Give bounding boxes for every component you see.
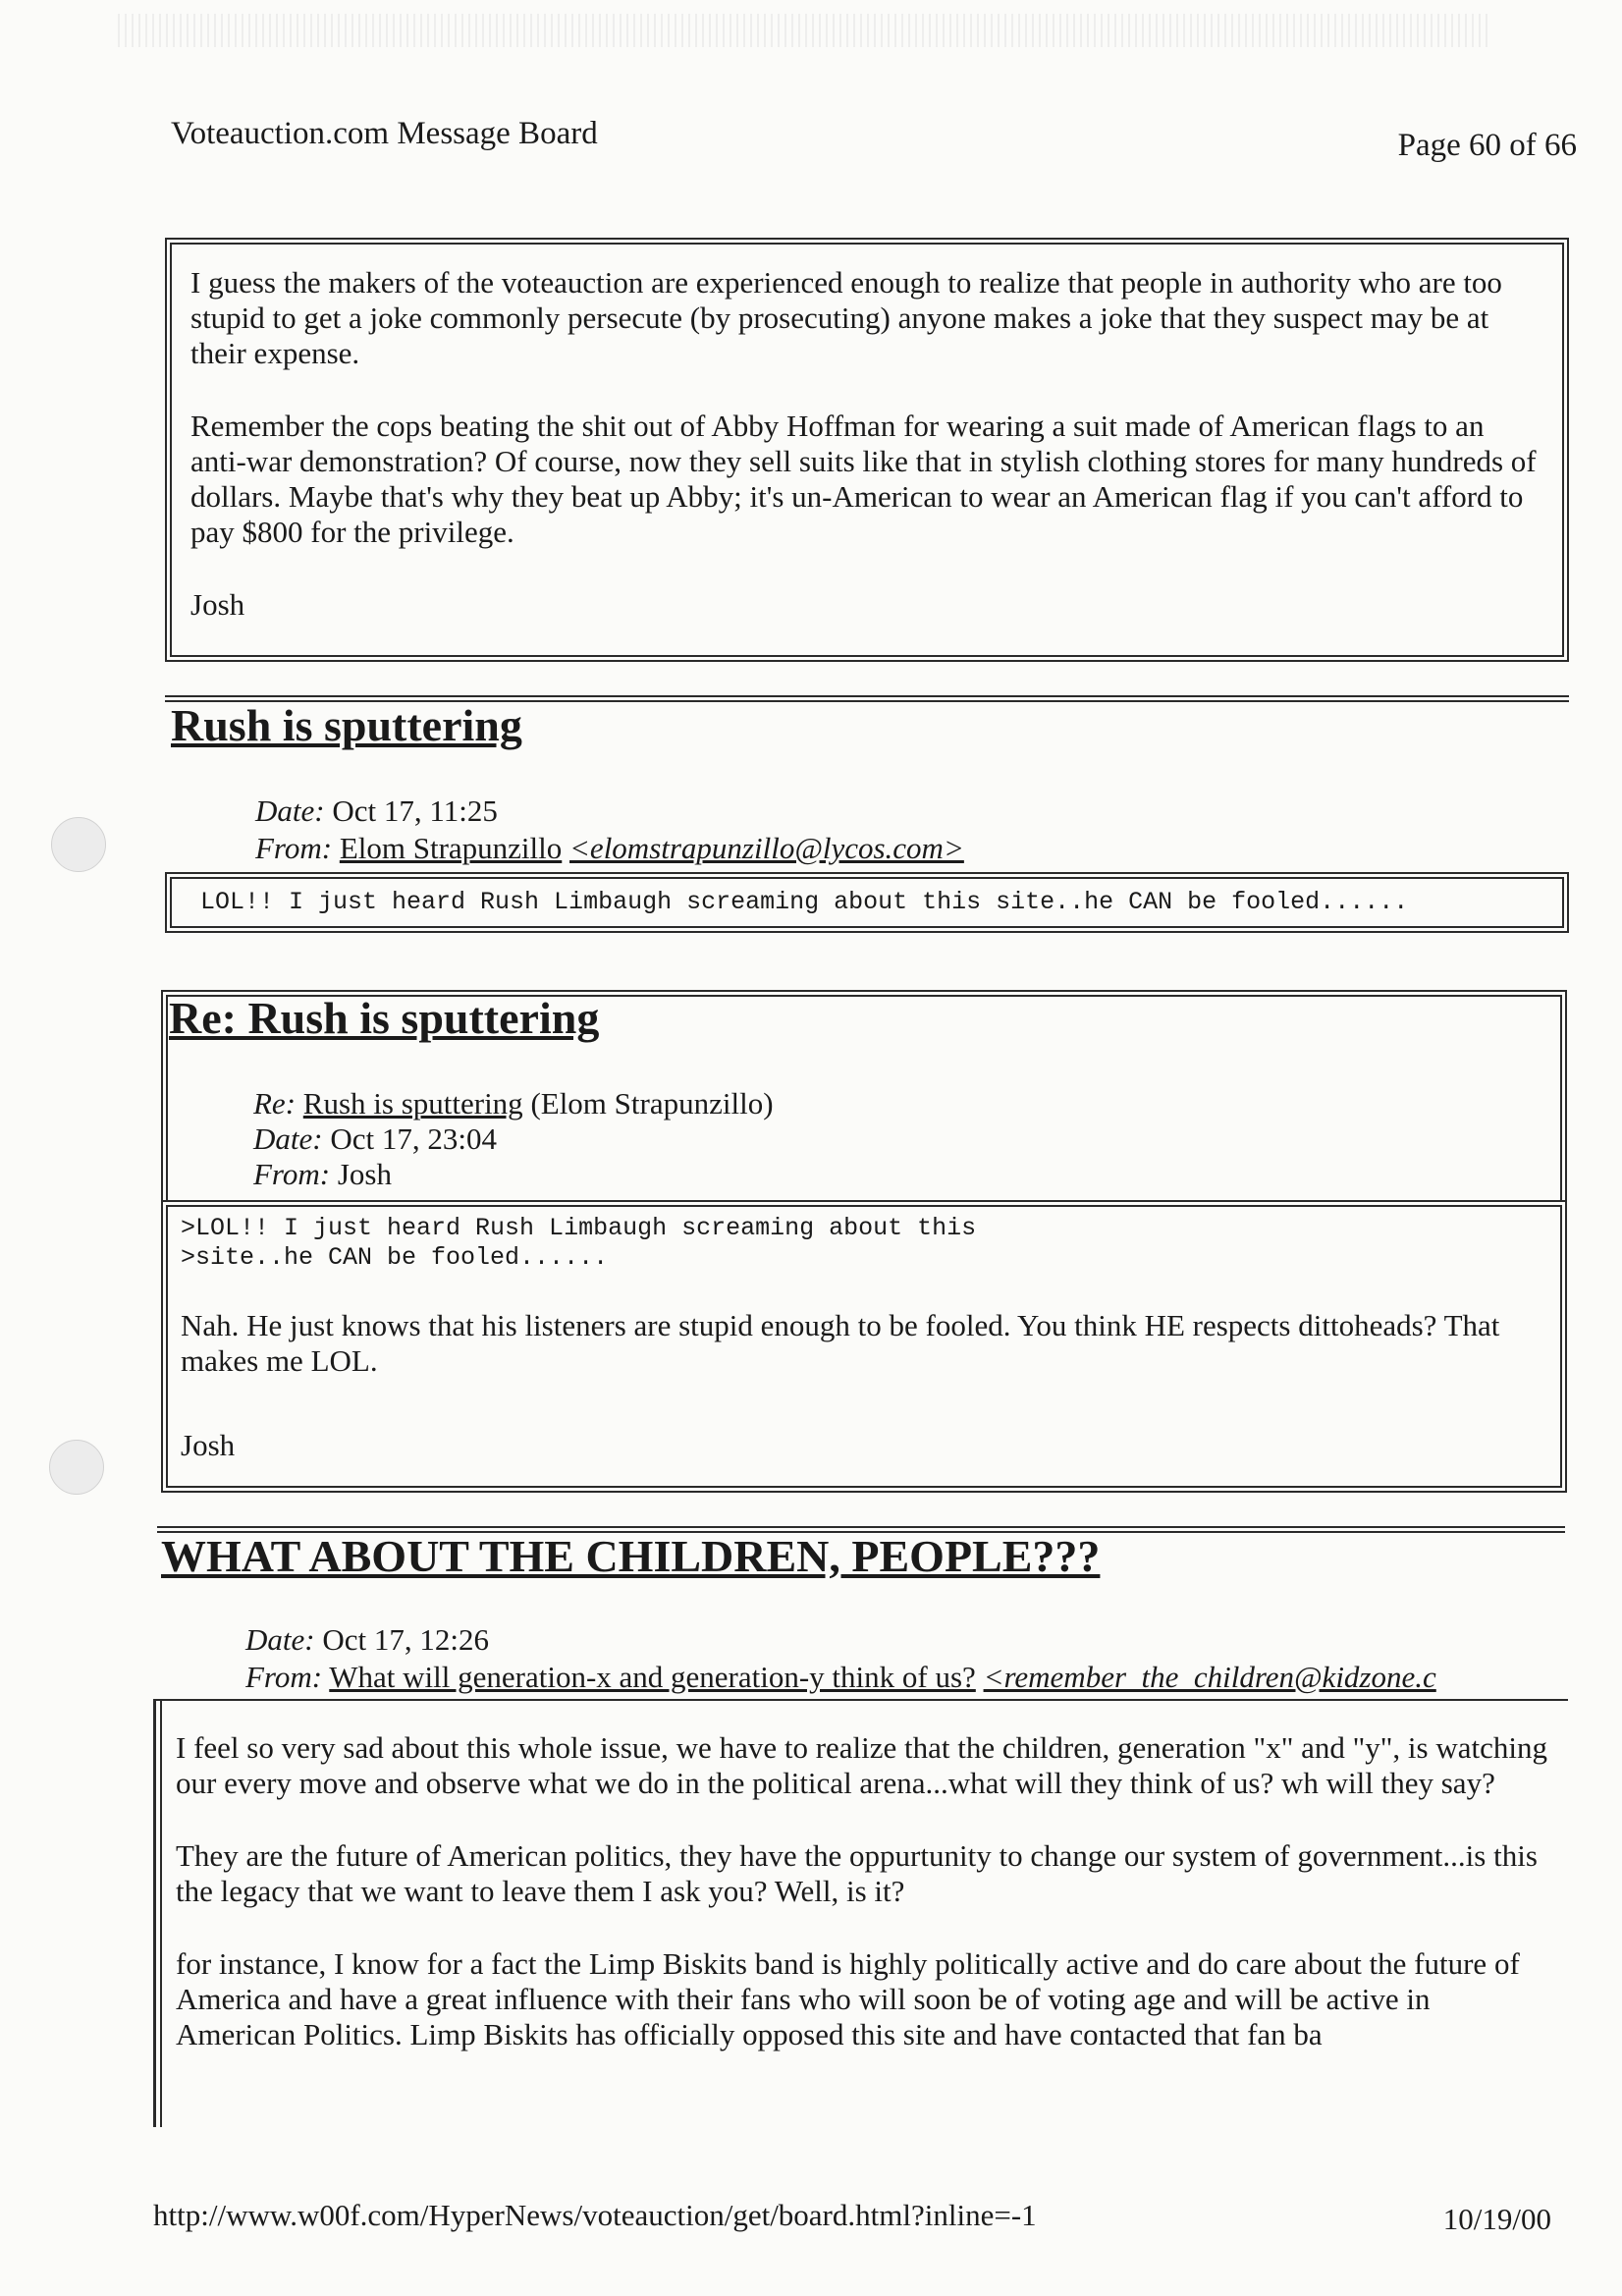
post-title[interactable]: Re: Rush is sputtering <box>169 993 600 1043</box>
author-link[interactable]: What will generation-x and generation-y think of us? <box>329 1660 976 1694</box>
post-body <box>153 1699 1568 2127</box>
post-body <box>161 1200 1567 1493</box>
post-from <box>245 1660 1561 1695</box>
from-label: From: <box>245 1660 323 1694</box>
date-label: Date: <box>255 793 325 828</box>
post-body-text: LOL!! I just heard Rush Limbaugh screaming about this site..he CAN be fooled...... <box>200 888 1409 916</box>
post-signature: Josh <box>181 1428 236 1462</box>
author-email-link[interactable]: <elomstrapunzillo@lycos.com> <box>569 831 964 865</box>
post-from <box>253 1157 392 1192</box>
date-label: Date: <box>253 1121 323 1156</box>
post-paragraph: Nah. He just knows that his listeners are stupid enough to be fooled. You think HE respects dittoheads? That makes me LOL. <box>181 1308 1500 1378</box>
post-paragraph: for instance, I know for a fact the Limp Biskits band is highly politically active and do care about the future of America and have a great influence with their fans who will soon be of voting age and will be active in American Politics. Limp Biskits has officially opposed this site and have contacted that fan ba <box>176 1946 1520 2051</box>
punch-hole <box>49 1440 104 1495</box>
punch-hole <box>51 817 106 872</box>
parent-author: (Elom Strapunzillo) <box>530 1086 774 1121</box>
post-date <box>253 1121 497 1157</box>
post-date <box>245 1622 489 1658</box>
author-link[interactable]: Elom Strapunzillo <box>339 831 563 865</box>
post-body <box>165 872 1569 933</box>
quoted-line: >LOL!! I just heard Rush Limbaugh screaming about this <box>181 1214 977 1242</box>
post-title[interactable]: Rush is sputtering <box>171 700 522 750</box>
post-re <box>253 1086 774 1121</box>
author-name: Josh <box>337 1157 392 1191</box>
scan-noise <box>118 14 1492 47</box>
quoted-line: >site..he CAN be fooled...... <box>181 1243 609 1272</box>
author-email-link[interactable]: <remember_the_children@kidzone.c <box>983 1660 1436 1694</box>
post-paragraph: Remember the cops beating the shit out of Abby Hoffman for wearing a suit made of American flags to an anti-war demonstration? Of course, now they sell suits like that in stylish clothing stores for many hundreds of dollars. Maybe that's why they beat up Abby; it's un-American to wear an American flag if you can't afford to pay $800 for the privilege. <box>190 409 1537 549</box>
post-border <box>160 1701 162 2127</box>
from-label: From: <box>255 831 333 865</box>
print-date: 10/19/00 <box>1442 2202 1551 2236</box>
post-paragraph: I guess the makers of the voteauction are experienced enough to realize that people in authority who are too stupid to get a joke commonly persecute (by prosecuting) anyone makes a joke that they suspect may be at their expense. <box>190 265 1502 370</box>
post-paragraph: I feel so very sad about this whole issue, we have to realize that the children, generation "x" and "y", is watching our every move and observe what we do in the political arena...what will they think of us? wh will they say? <box>176 1730 1547 1800</box>
date-value: Oct 17, 11:25 <box>332 793 498 828</box>
post-continued <box>165 238 1569 662</box>
re-label: Re: <box>253 1086 297 1121</box>
date-value: Oct 17, 23:04 <box>330 1121 497 1156</box>
page-url: http://www.w00f.com/HyperNews/voteauction/get/board.html?inline=-1 <box>153 2198 1037 2232</box>
post-signature: Josh <box>190 587 245 622</box>
post-from <box>255 831 964 866</box>
parent-post-link[interactable]: Rush is sputtering <box>302 1086 523 1121</box>
post-date <box>255 793 498 829</box>
from-label: From: <box>253 1157 331 1191</box>
post-paragraph: They are the future of American politics, they have the oppurtunity to change our system of government...is this the legacy that we want to leave them I ask you? Well, is it? <box>176 1838 1538 1908</box>
date-label: Date: <box>245 1622 315 1657</box>
post-title[interactable]: WHAT ABOUT THE CHILDREN, PEOPLE??? <box>161 1531 1101 1581</box>
site-title: Voteauction.com Message Board <box>171 116 598 151</box>
page-number: Page 60 of 66 <box>1397 128 1577 163</box>
date-value: Oct 17, 12:26 <box>322 1622 489 1657</box>
